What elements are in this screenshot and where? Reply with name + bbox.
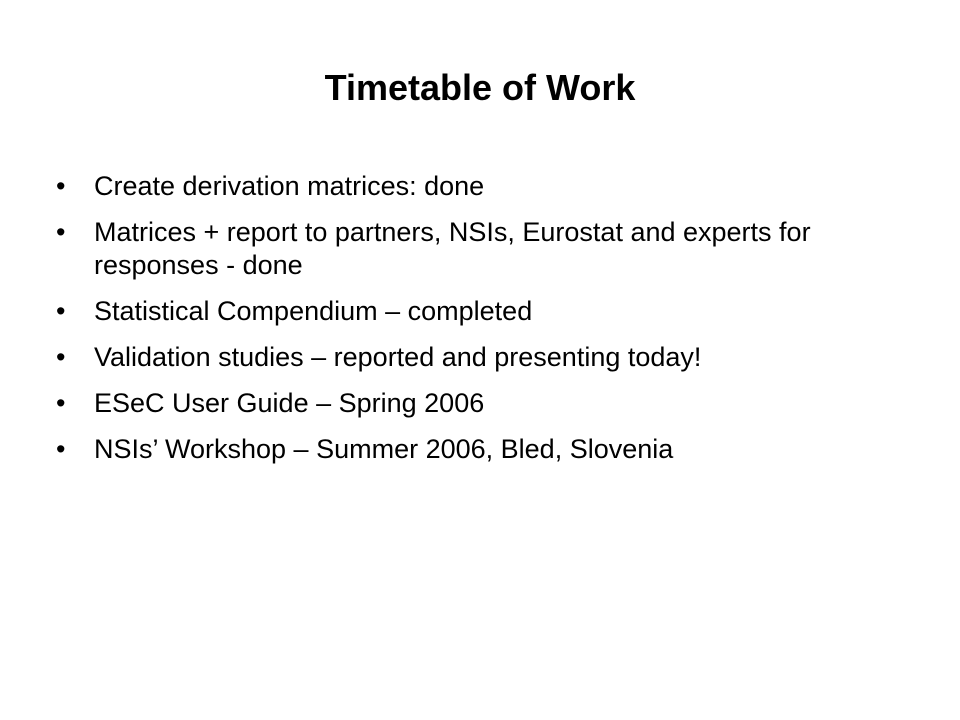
- bullet-text: Statistical Compendium – completed: [94, 296, 533, 326]
- bullet-marker: •: [56, 217, 66, 247]
- bullet-text: Validation studies – reported and presenting today!: [94, 342, 702, 372]
- bullet-item: [56, 341, 916, 374]
- bullet-list: [56, 170, 916, 479]
- bullet-item: [56, 387, 916, 420]
- bullet-text: NSIs’ Workshop – Summer 2006, Bled, Slovenia: [94, 434, 674, 464]
- bullet-item: [56, 170, 916, 203]
- bullet-marker: •: [56, 388, 66, 418]
- bullet-marker: •: [56, 434, 66, 464]
- bullet-marker: •: [56, 171, 66, 201]
- bullet-text: Create derivation matrices: done: [94, 171, 485, 201]
- bullet-text: Matrices + report to partners, NSIs, Eurostat and experts for responses - done: [94, 217, 811, 280]
- bullet-marker: •: [56, 342, 66, 372]
- bullet-text: ESeC User Guide – Spring 2006: [94, 388, 485, 418]
- bullet-marker: •: [56, 296, 66, 326]
- bullet-item: [56, 216, 916, 282]
- bullet-item: [56, 295, 916, 328]
- bullet-item: [56, 433, 916, 466]
- slide-title: Timetable of Work: [324, 67, 636, 108]
